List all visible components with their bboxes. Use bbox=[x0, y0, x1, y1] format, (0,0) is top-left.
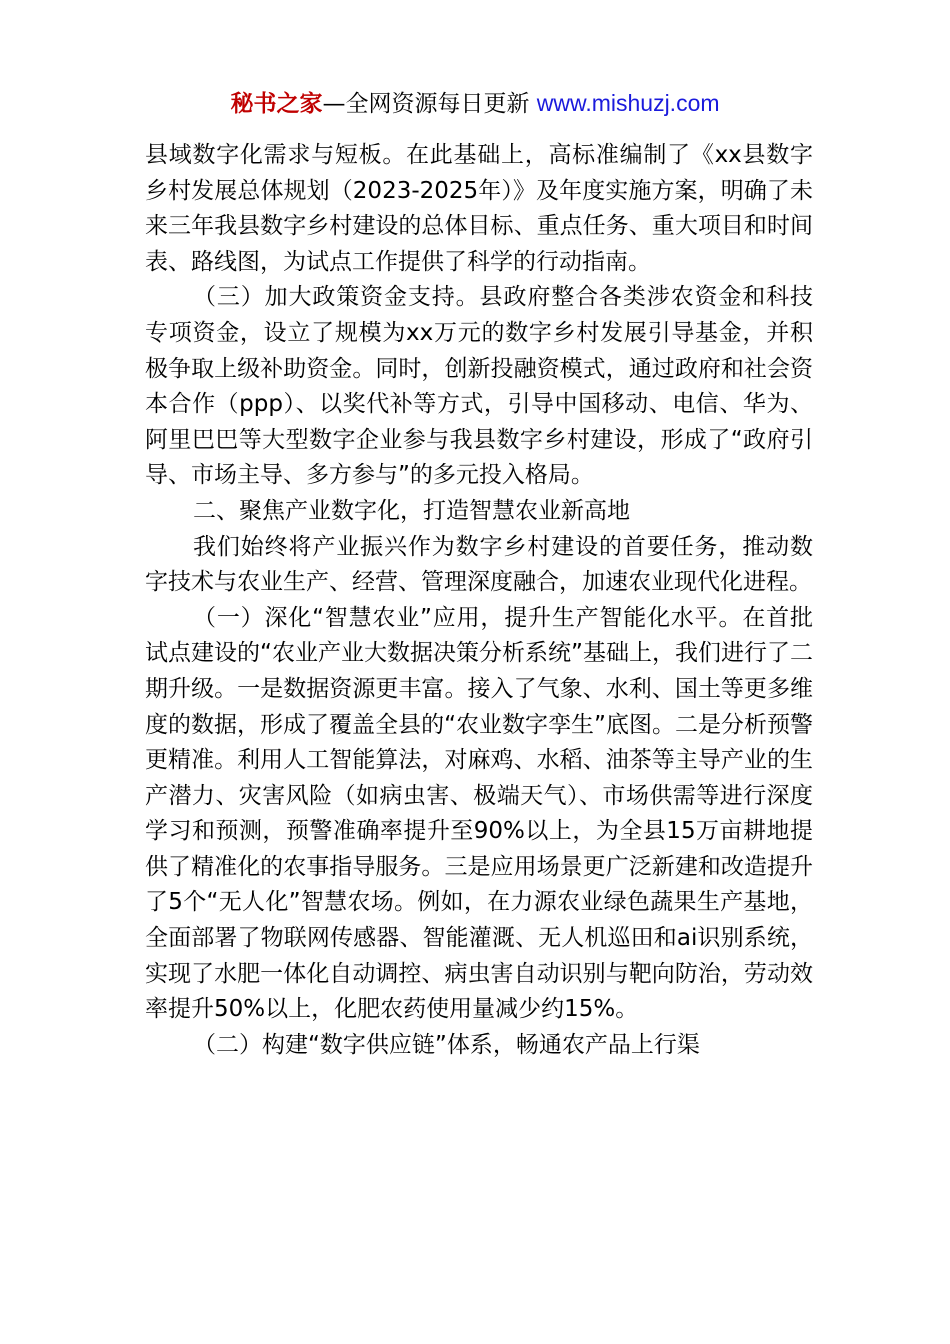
paragraph-digital-supply-chain: （二）构建“数字供应链”体系，畅通农产品上行渠 bbox=[193, 1031, 700, 1058]
paragraph-continuation: 县域数字化需求与短板。在此基础上，高标准编制了《xx县数字乡村发展总体规划（2023-2025年）》及年度实施方案，明确了未来三年我县数字乡村建设的总体目标、重点任务、重大项目和时间表、路线图，为试点工作提供了科学的行动指南。 bbox=[145, 142, 813, 275]
page-header bbox=[0, 86, 950, 121]
site-url-link[interactable]: www.mishuzj.com bbox=[536, 90, 720, 116]
paragraph-policy-funding: （三）加大政策资金支持。县政府整合各类涉农资金和科技专项资金，设立了规模为xx万元的数字乡村发展引导基金，并积极争取上级补助资金。同时，创新投融资模式，通过政府和社会资本合作（ppp）、以奖代补等方式，引导中国移动、电信、华为、阿里巴巴等大型数字企业参与我县数字乡村建设，形成了“政府引导、市场主导、多方参与”的多元投入格局。 bbox=[145, 284, 813, 489]
paragraph-industry-intro: 我们始终将产业振兴作为数字乡村建设的首要任务，推动数字技术与农业生产、经营、管理深度融合，加速农业现代化进程。 bbox=[145, 533, 813, 596]
section-heading-industry-digitalization: 二、聚焦产业数字化，打造智慧农业新高地 bbox=[193, 497, 630, 524]
document-body bbox=[145, 138, 813, 1063]
paragraph-smart-agriculture: （一）深化“智慧农业”应用，提升生产智能化水平。在首批试点建设的“农业产业大数据决策分析系统”基础上，我们进行了二期升级。一是数据资源更丰富。接入了气象、水利、国土等更多维度的数据，形成了覆盖全县的“农业数字孪生”底图。二是分析预警更精准。利用人工智能算法，对麻鸡、水稻、油茶等主导产业的生产潜力、灾害风险（如病虫害、极端天气）、市场供需等进行深度学习和预测，预警准确率提升至90%以上，为全县15万亩耕地提供了精准化的农事指导服务。三是应用场景更广泛新建和改造提升了5个“无人化”智慧农场。例如，在力源农业绿色蔬果生产基地，全面部署了物联网传感器、智能灌溉、无人机巡田和ai识别系统，实现了水肥一体化自动调控、病虫害自动识别与靶向防治，劳动效率提升50%以上，化肥农药使用量减少约15%。 bbox=[145, 604, 813, 1023]
header-tagline: —全网资源每日更新 bbox=[322, 91, 537, 117]
brand-name: 秘书之家 bbox=[230, 91, 323, 117]
